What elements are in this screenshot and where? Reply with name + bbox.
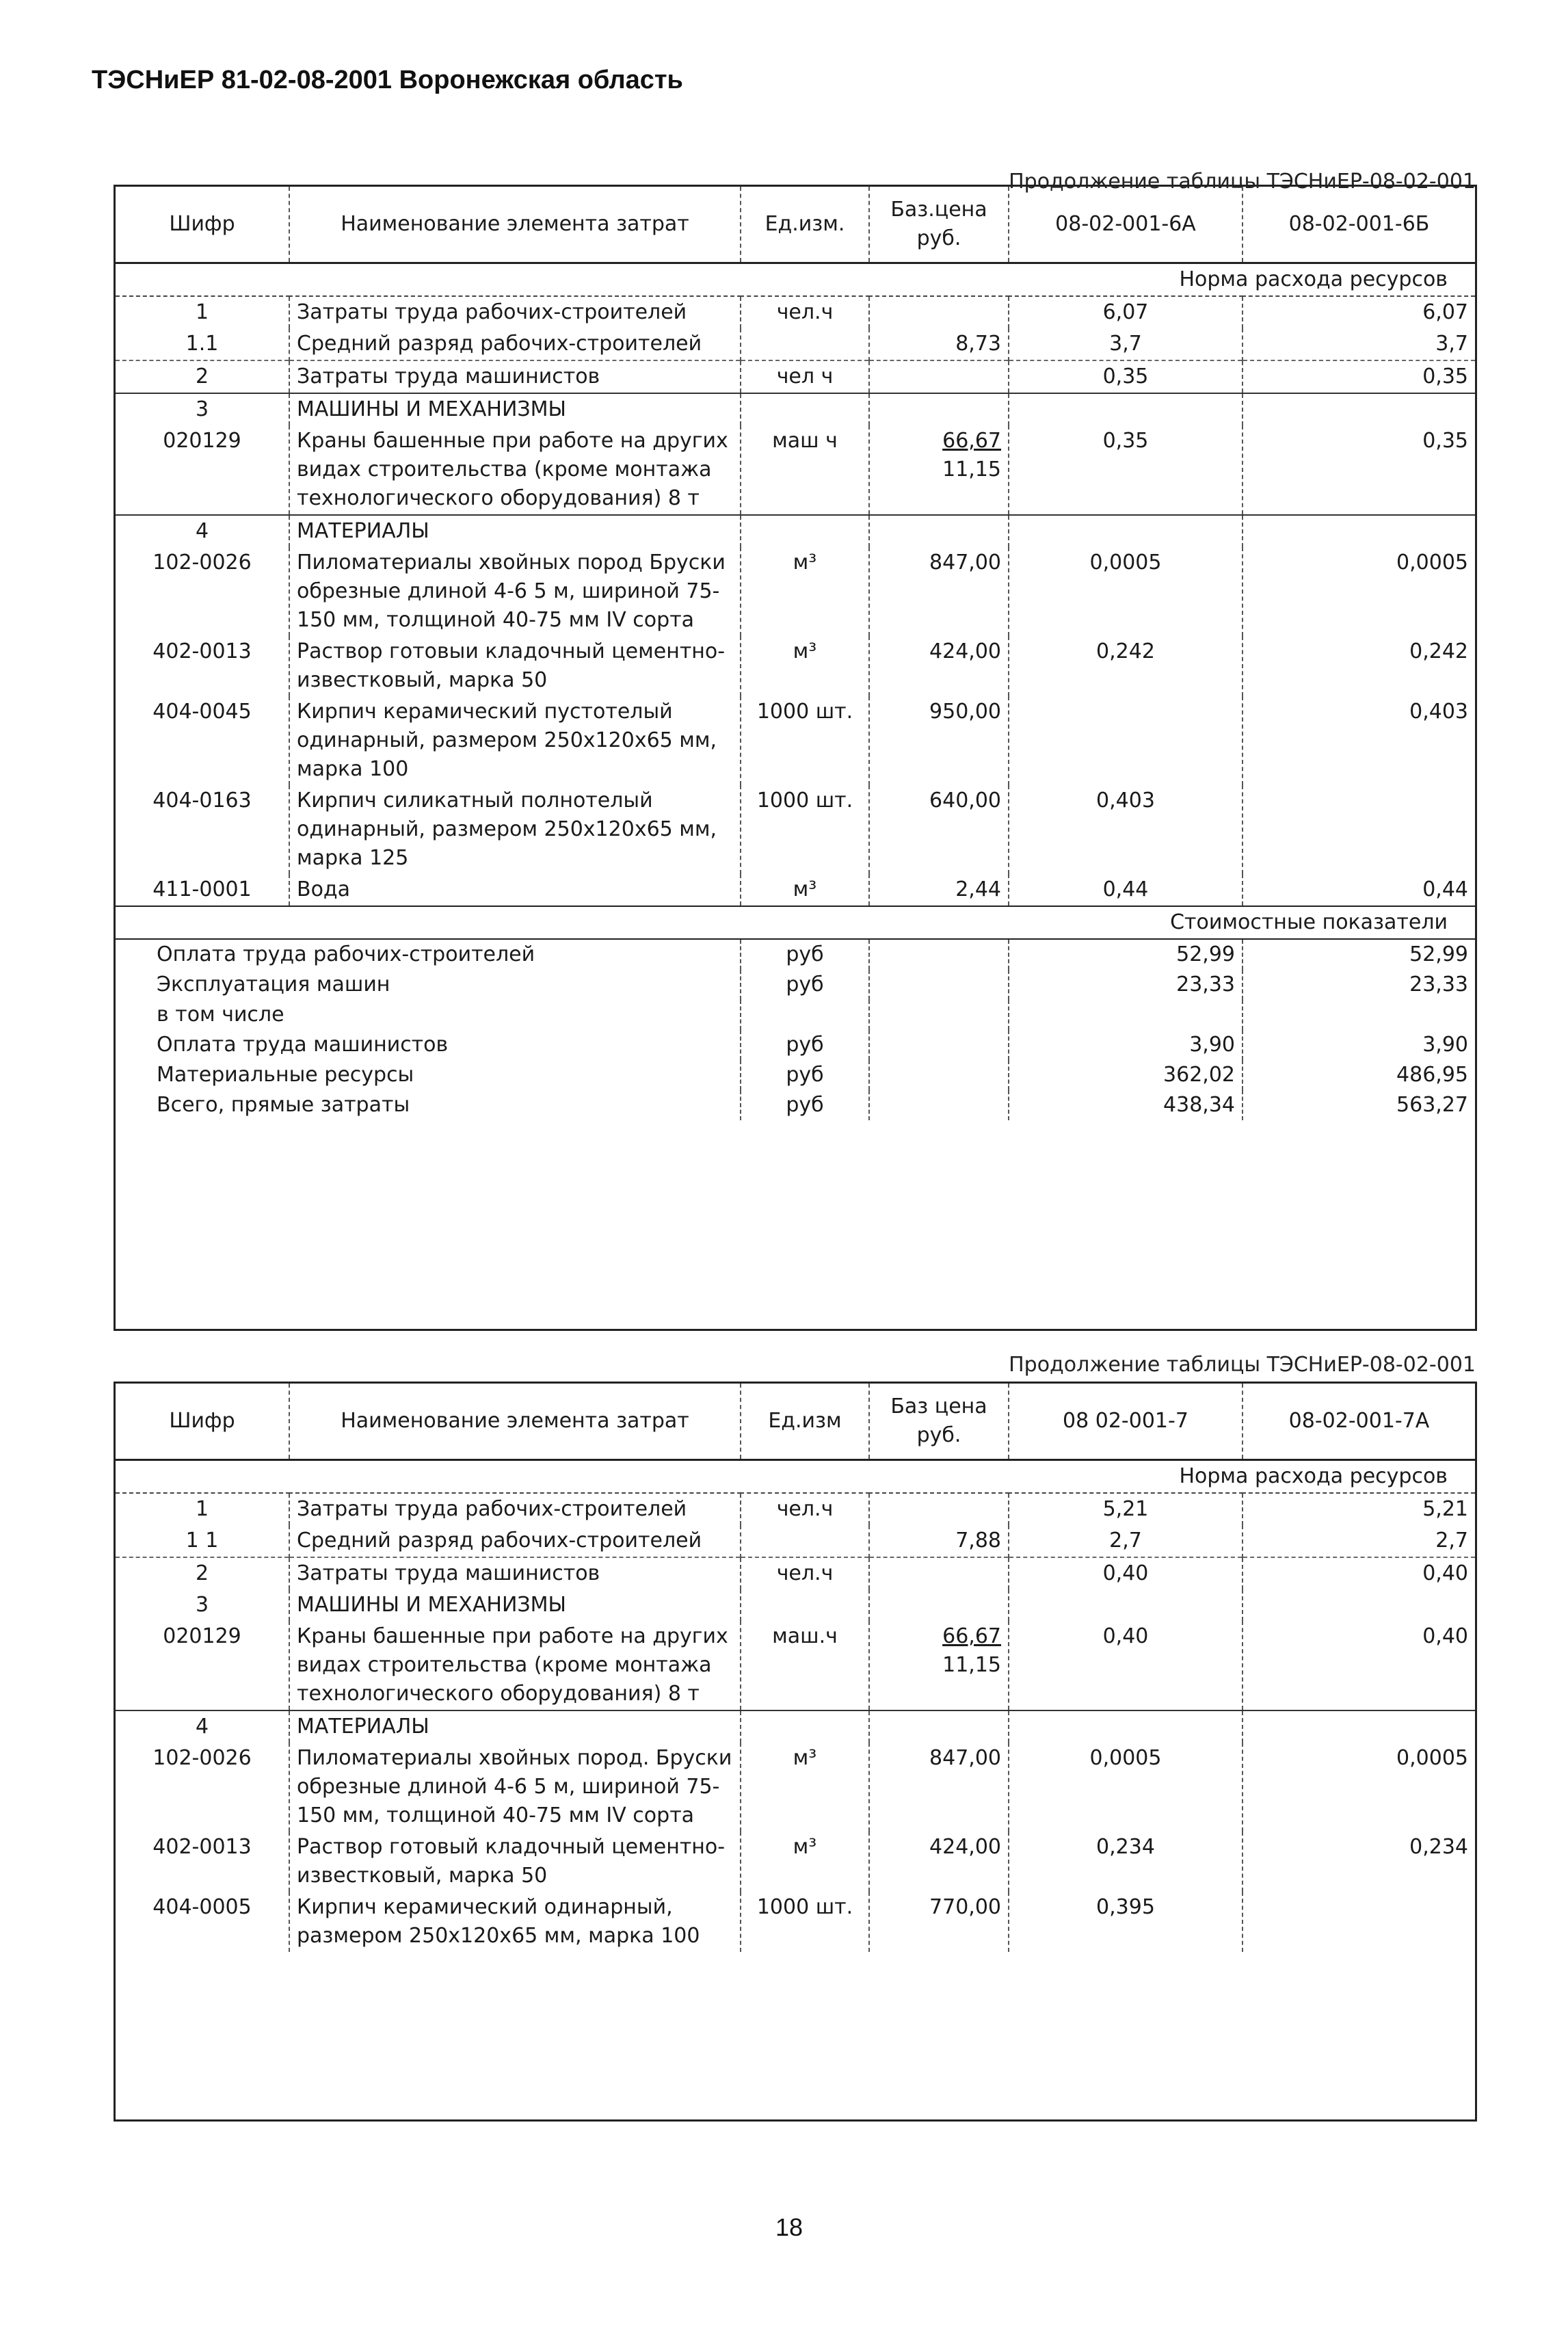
row-price-value: 847,00 — [929, 551, 1001, 574]
row-value-b: 0,40 — [1243, 1557, 1475, 1589]
summary-row — [116, 939, 1475, 970]
table-row — [116, 785, 1475, 874]
row-price — [869, 1557, 1009, 1589]
row-unit: маш ч — [741, 425, 869, 515]
table-row — [116, 1832, 1475, 1892]
row-code: 4 — [116, 515, 289, 547]
header-unit: Ед.изм — [741, 1384, 869, 1460]
table2-body — [116, 1460, 1475, 1953]
row-code: 1 — [195, 300, 209, 324]
header-unit: Ед.изм. — [741, 187, 869, 263]
norm-label: Норма расхода ресурсов — [116, 263, 1475, 297]
row-value-b: 3,7 — [1243, 328, 1475, 360]
cost-label: Стоимостные показатели — [116, 906, 1475, 939]
table-row — [116, 696, 1475, 785]
row-price-value: 847,00 — [929, 1746, 1001, 1770]
row-value-b — [1243, 1892, 1475, 1952]
row-code: 4 — [116, 1710, 289, 1743]
table-row — [116, 1621, 1475, 1710]
summary-unit: руб — [741, 1030, 869, 1060]
table1-header-row — [116, 187, 1475, 263]
row-price — [869, 328, 1009, 360]
table-row — [116, 360, 1475, 393]
row-value-a: 3,7 — [1009, 328, 1243, 360]
row-price-value: 770,00 — [929, 1895, 1001, 1919]
row-price — [869, 1743, 1009, 1832]
row-value-a: 0,0005 — [1009, 1743, 1243, 1832]
table1 — [116, 187, 1475, 1120]
table-row — [116, 1493, 1475, 1525]
row-price — [869, 1525, 1009, 1557]
header-price: Баз цена руб. — [869, 1384, 1009, 1460]
row-unit: м³ — [741, 547, 869, 636]
row-value-b — [1243, 393, 1475, 425]
row-unit — [741, 393, 869, 425]
row-value-b — [1243, 515, 1475, 547]
table-row — [116, 1557, 1475, 1589]
row-unit: маш.ч — [741, 1621, 869, 1710]
row-value-a: 2,7 — [1009, 1525, 1243, 1557]
row-name: Краны башенные при работе на других видах строительства (кроме монтажа технологического оборудования) 8 т — [289, 1621, 741, 1710]
row-name: МАШИНЫ И МЕХАНИЗМЫ — [289, 393, 741, 425]
header-col-b: 08-02-001-7А — [1243, 1384, 1475, 1460]
row-unit — [741, 1710, 869, 1743]
row-code: 3 — [195, 1593, 209, 1617]
row-name: Затраты труда рабочих-строителей — [289, 296, 741, 328]
row-code: 102-0026 — [152, 1746, 252, 1770]
summary-price — [869, 1060, 1009, 1090]
row-price — [869, 360, 1009, 393]
row-unit: чел ч — [741, 360, 869, 393]
header-name: Наименование элемента затрат — [289, 187, 741, 263]
norm-label: Норма расхода ресурсов — [116, 1460, 1475, 1494]
row-value-b: 0,234 — [1243, 1832, 1475, 1892]
row-name: МАШИНЫ И МЕХАНИЗМЫ — [289, 1589, 741, 1621]
row-price — [869, 547, 1009, 636]
row-price — [869, 296, 1009, 328]
row-name: Пиломатериалы хвойных пород. Бруски обрезные длиной 4-6 5 м, шириной 75-150 мм, толщиной 40-75 мм IV сорта — [289, 1743, 741, 1832]
row-unit: чел.ч — [741, 1557, 869, 1589]
row-name: Кирпич керамический одинарный, размером 250х120х65 мм, марка 100 — [289, 1892, 741, 1952]
table-row — [116, 1743, 1475, 1832]
summary-unit: руб — [741, 939, 869, 970]
summary-label: Всего, прямые затраты — [157, 1093, 410, 1117]
row-unit — [741, 515, 869, 547]
row-value-b — [1243, 1710, 1475, 1743]
row-unit: чел.ч — [741, 296, 869, 328]
header-col-a: 08 02-001-7 — [1009, 1384, 1243, 1460]
row-name: Раствор готовыи кладочный цементно-известковый, марка 50 — [289, 636, 741, 696]
row-value-a: 0,403 — [1009, 785, 1243, 874]
header-col-b: 08-02-001-6Б — [1243, 187, 1475, 263]
summary-label: в том числе — [157, 1003, 284, 1027]
row-price-value-2: 11,15 — [942, 458, 1001, 481]
table-row — [116, 1525, 1475, 1557]
summary-value-a: 362,02 — [1009, 1060, 1243, 1090]
row-code: 411-0001 — [152, 877, 252, 901]
table1-summary — [116, 906, 1475, 1120]
row-value-a: 0,0005 — [1009, 547, 1243, 636]
row-price — [869, 515, 1009, 547]
row-price — [869, 785, 1009, 874]
row-value-a: 0,234 — [1009, 1832, 1243, 1892]
row-value-a — [1009, 1589, 1243, 1621]
row-price-value: 7,88 — [955, 1529, 1001, 1552]
summary-label: Оплата труда рабочих-строителей — [157, 942, 535, 966]
row-value-a — [1009, 696, 1243, 785]
table2 — [116, 1384, 1475, 1952]
summary-value-a: 3,90 — [1009, 1030, 1243, 1060]
row-code: 402-0013 — [152, 1835, 252, 1859]
norm-label-row — [116, 1460, 1475, 1494]
table-row — [116, 1710, 1475, 1743]
row-unit: 1000 шт. — [741, 696, 869, 785]
row-price — [869, 425, 1009, 515]
row-code: 404-0005 — [152, 1895, 252, 1919]
row-price-value: 66,67 — [942, 1624, 1001, 1648]
summary-unit: руб — [741, 1090, 869, 1120]
row-name: Затраты труда машинистов — [289, 360, 741, 393]
summary-row — [116, 1090, 1475, 1120]
row-code: 3 — [116, 393, 289, 425]
table-row — [116, 874, 1475, 906]
summary-unit — [741, 1000, 869, 1030]
row-name: Средний разряд рабочих-строителей — [289, 328, 741, 360]
row-price-value-2: 11,15 — [942, 1653, 1001, 1677]
row-value-a — [1009, 1710, 1243, 1743]
row-unit: м³ — [741, 636, 869, 696]
row-value-a: 0,35 — [1009, 425, 1243, 515]
table2-header-row — [116, 1384, 1475, 1460]
row-value-b: 2,7 — [1243, 1525, 1475, 1557]
summary-row — [116, 970, 1475, 1000]
row-unit — [741, 1589, 869, 1621]
summary-unit: руб — [741, 1060, 869, 1090]
row-unit: чел.ч — [741, 1493, 869, 1525]
row-value-a: 0,40 — [1009, 1557, 1243, 1589]
table2-caption: Продолжение таблицы ТЭСНиЕР-08-02-001 — [1009, 1353, 1476, 1377]
row-value-a: 0,40 — [1009, 1621, 1243, 1710]
row-code: 020129 — [163, 1624, 241, 1648]
row-price-value: 2,44 — [955, 877, 1001, 901]
row-code: 402-0013 — [152, 639, 252, 663]
row-code: 1.1 — [185, 332, 219, 356]
summary-value-a: 52,99 — [1009, 939, 1243, 970]
summary-value-b: 52,99 — [1243, 939, 1475, 970]
row-price — [869, 1710, 1009, 1743]
row-price-value: 8,73 — [955, 332, 1001, 356]
table1-body — [116, 263, 1475, 907]
summary-unit: руб — [741, 970, 869, 1000]
row-name: Пиломатериалы хвойных пород Бруски обрезные длиной 4-6 5 м, шириной 75-150 мм, толщиной 40-75 мм IV сорта — [289, 547, 741, 636]
row-value-b: 0,0005 — [1243, 547, 1475, 636]
row-value-a: 0,242 — [1009, 636, 1243, 696]
row-name: Раствор готовый кладочный цементно-известковый, марка 50 — [289, 1832, 741, 1892]
row-value-a: 5,21 — [1009, 1493, 1243, 1525]
row-value-b: 0,242 — [1243, 636, 1475, 696]
row-price-value: 640,00 — [929, 789, 1001, 812]
row-unit: 1000 шт. — [741, 785, 869, 874]
row-price-value: 424,00 — [929, 639, 1001, 663]
table-row — [116, 1589, 1475, 1621]
row-value-b — [1243, 785, 1475, 874]
row-unit — [741, 328, 869, 360]
row-price — [869, 1589, 1009, 1621]
document-title: ТЭСНиЕР 81-02-08-2001 Воронежская область — [92, 66, 683, 94]
norm-label-row — [116, 263, 1475, 297]
header-code: Шифр — [116, 1384, 289, 1460]
summary-label: Оплата труда машинистов — [157, 1033, 449, 1057]
row-value-b: 0,35 — [1243, 425, 1475, 515]
summary-value-b: 23,33 — [1243, 970, 1475, 1000]
table-row — [116, 328, 1475, 360]
row-value-b: 5,21 — [1243, 1493, 1475, 1525]
row-value-a: 0,395 — [1009, 1892, 1243, 1952]
summary-value-b: 563,27 — [1243, 1090, 1475, 1120]
row-value-b: 0,403 — [1243, 696, 1475, 785]
summary-price — [869, 1090, 1009, 1120]
table-row — [116, 1892, 1475, 1952]
row-price-value: 424,00 — [929, 1835, 1001, 1859]
summary-value-b: 486,95 — [1243, 1060, 1475, 1090]
summary-row — [116, 1000, 1475, 1030]
table-row — [116, 547, 1475, 636]
row-name: МАТЕРИАЛЫ — [289, 515, 741, 547]
summary-value-a: 438,34 — [1009, 1090, 1243, 1120]
row-code: 020129 — [163, 429, 241, 453]
summary-price — [869, 939, 1009, 970]
row-price-value: 66,67 — [942, 429, 1001, 453]
header-col-a: 08-02-001-6А — [1009, 187, 1243, 263]
row-name: Кирпич силикатный полнотелый одинарный, размером 250х120х65 мм, марка 125 — [289, 785, 741, 874]
row-code: 404-0045 — [152, 700, 252, 724]
cost-label-row — [116, 906, 1475, 939]
summary-value-a — [1009, 1000, 1243, 1030]
header-name: Наименование элемента затрат — [289, 1384, 741, 1460]
row-value-a: 0,35 — [1009, 360, 1243, 393]
row-value-a — [1009, 393, 1243, 425]
table1-caption: Продолжение таблицы ТЭСНиЕР-08-02-001 — [1009, 170, 1476, 194]
row-value-a: 6,07 — [1009, 296, 1243, 328]
row-code: 2 — [116, 360, 289, 393]
row-name: Затраты труда машинистов — [289, 1557, 741, 1589]
row-value-b: 6,07 — [1243, 296, 1475, 328]
row-price — [869, 1892, 1009, 1952]
row-price — [869, 393, 1009, 425]
summary-row — [116, 1060, 1475, 1090]
row-price — [869, 1493, 1009, 1525]
row-price — [869, 1621, 1009, 1710]
row-value-b: 0,35 — [1243, 360, 1475, 393]
row-value-a: 0,44 — [1009, 874, 1243, 906]
table-row — [116, 425, 1475, 515]
row-code: 1 — [195, 1497, 209, 1521]
row-name: Краны башенные при работе на других видах строительства (кроме монтажа технологического оборудования) 8 т — [289, 425, 741, 515]
row-unit: м³ — [741, 874, 869, 906]
row-unit: м³ — [741, 1832, 869, 1892]
row-value-b: 0,0005 — [1243, 1743, 1475, 1832]
summary-label: Материальные ресурсы — [157, 1063, 414, 1087]
row-code: 404-0163 — [152, 789, 252, 812]
row-value-b — [1243, 1589, 1475, 1621]
row-name: МАТЕРИАЛЫ — [289, 1710, 741, 1743]
row-price — [869, 874, 1009, 906]
row-unit — [741, 1525, 869, 1557]
row-price — [869, 696, 1009, 785]
summary-label: Эксплуатация машин — [157, 973, 390, 996]
row-price — [869, 636, 1009, 696]
row-code: 2 — [116, 1557, 289, 1589]
row-value-b: 0,44 — [1243, 874, 1475, 906]
summary-value-a: 23,33 — [1009, 970, 1243, 1000]
row-unit: м³ — [741, 1743, 869, 1832]
row-name: Затраты труда рабочих-строителей — [289, 1493, 741, 1525]
row-name: Кирпич керамический пустотелый одинарный, размером 250х120х65 мм, марка 100 — [289, 696, 741, 785]
summary-price — [869, 1000, 1009, 1030]
row-price-value: 950,00 — [929, 700, 1001, 724]
table-row — [116, 393, 1475, 425]
row-value-a — [1009, 515, 1243, 547]
row-name: Средний разряд рабочих-строителей — [289, 1525, 741, 1557]
summary-value-b: 3,90 — [1243, 1030, 1475, 1060]
row-code: 1 1 — [185, 1529, 219, 1552]
header-price: Баз.цена руб. — [869, 187, 1009, 263]
row-code: 102-0026 — [152, 551, 252, 574]
summary-price — [869, 1030, 1009, 1060]
summary-row — [116, 1030, 1475, 1060]
header-code: Шифр — [116, 187, 289, 263]
row-price — [869, 1832, 1009, 1892]
summary-value-b — [1243, 1000, 1475, 1030]
table-row — [116, 296, 1475, 328]
summary-price — [869, 970, 1009, 1000]
page-number: 18 — [775, 2213, 803, 2241]
table-row — [116, 515, 1475, 547]
table-row — [116, 636, 1475, 696]
row-value-b: 0,40 — [1243, 1621, 1475, 1710]
row-name: Вода — [289, 874, 741, 906]
row-unit: 1000 шт. — [741, 1892, 869, 1952]
